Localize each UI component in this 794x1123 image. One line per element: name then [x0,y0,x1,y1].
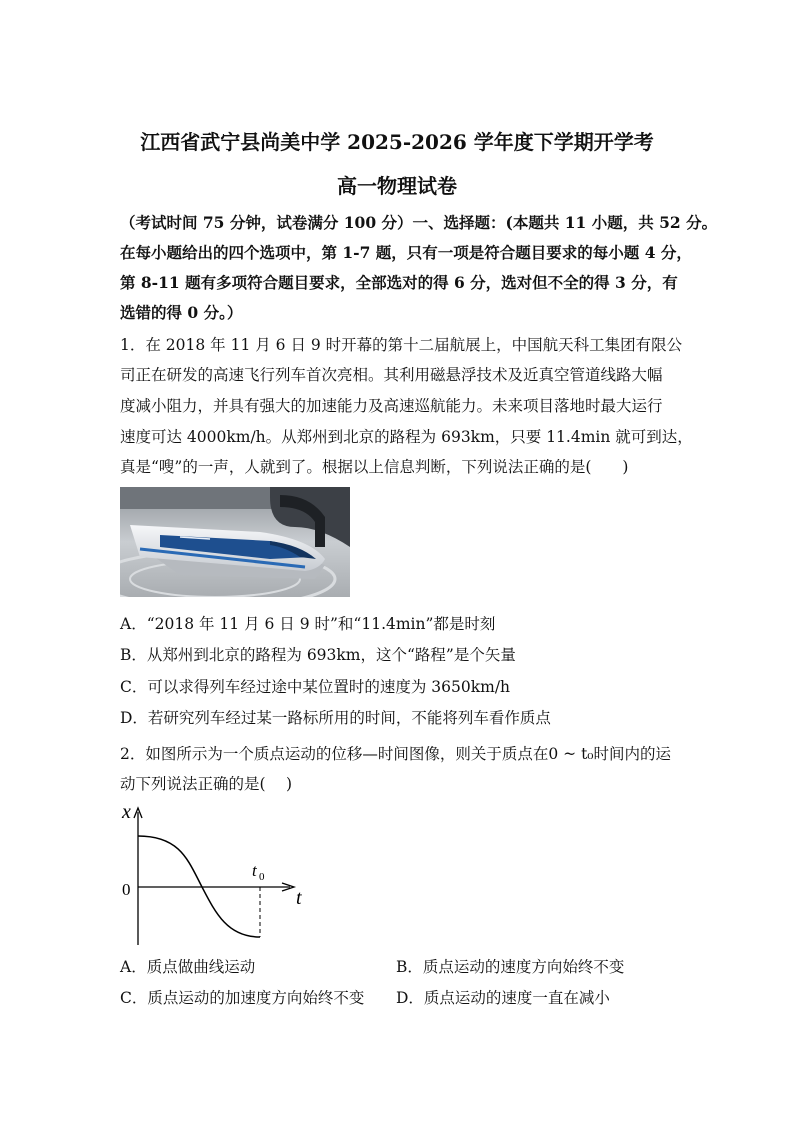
t0-subscript: 0 [259,871,265,883]
displacement-time-graph [110,800,310,950]
instructions-line-1: （考试时间 75 分钟，试卷满分 100 分）一、选择题：(本题共 11 小题，共 52 分。 [120,213,718,232]
q2-stem-line: 动下列说法正确的是( ) [120,775,293,793]
q2-option-b: B．质点运动的速度方向始终不变 [396,958,625,976]
q1-stem-line: 度减小阻力，并具有强大的加速能力及高速巡航能力。未来项目落地时最大运行 [120,397,663,415]
exam-title: 江西省武宁县尚美中学 2025-2026 学年度下学期开学考 [140,130,654,154]
q1-option-d: D．若研究列车经过某一路标所用的时间，不能将列车看作质点 [120,709,551,727]
y-axis-label: x [122,801,131,823]
q1-option-c: C．可以求得列车经过途中某位置时的速度为 3650km/h [120,678,511,696]
q2-stem-line: 2．如图所示为一个质点运动的位移—时间图像，则关于质点在0 ~ t₀时间内的运 [120,745,672,763]
x-axis-label: t [296,887,302,909]
q2-option-a: A．质点做曲线运动 [120,958,256,976]
q2-option-d: D．质点运动的速度一直在减小 [396,989,610,1007]
q1-stem-line: 速度可达 4000km/h。从郑州到北京的路程为 693km，只要 11.4min 就可到达， [120,428,693,446]
q1-option-a: A．“2018 年 11 月 6 日 9 时”和“11.4min”都是时刻 [120,615,496,633]
q1-stem-line: 司正在研发的高速飞行列车首次亮相。其利用磁悬浮技术及近真空管道线路大幅 [120,366,663,384]
t0-label: t [252,861,257,880]
q2-option-c: C．质点运动的加速度方向始终不变 [120,989,365,1007]
instructions-line-4: 选错的得 0 分。） [120,303,243,322]
origin-label: 0 [122,880,131,899]
exam-subtitle: 高一物理试卷 [337,174,457,198]
q1-option-b: B．从郑州到北京的路程为 693km，这个“路程”是个矢量 [120,646,516,664]
instructions-line-3: 第 8-11 题有多项符合题目要求，全部选对的得 6 分，选对但不全的得 3 分，有 [120,273,678,292]
maglev-train-photo [120,487,350,597]
q1-stem-line: 1．在 2018 年 11 月 6 日 9 时开幕的第十二届航展上，中国航天科工集团有限公 [120,336,683,354]
instructions-line-2: 在每小题给出的四个选项中，第 1-7 题，只有一项是符合题目要求的每小题 4 分， [120,243,692,262]
q1-stem-line: 真是“嗖”的一声，人就到了。根据以上信息判断，下列说法正确的是( ) [120,458,629,476]
